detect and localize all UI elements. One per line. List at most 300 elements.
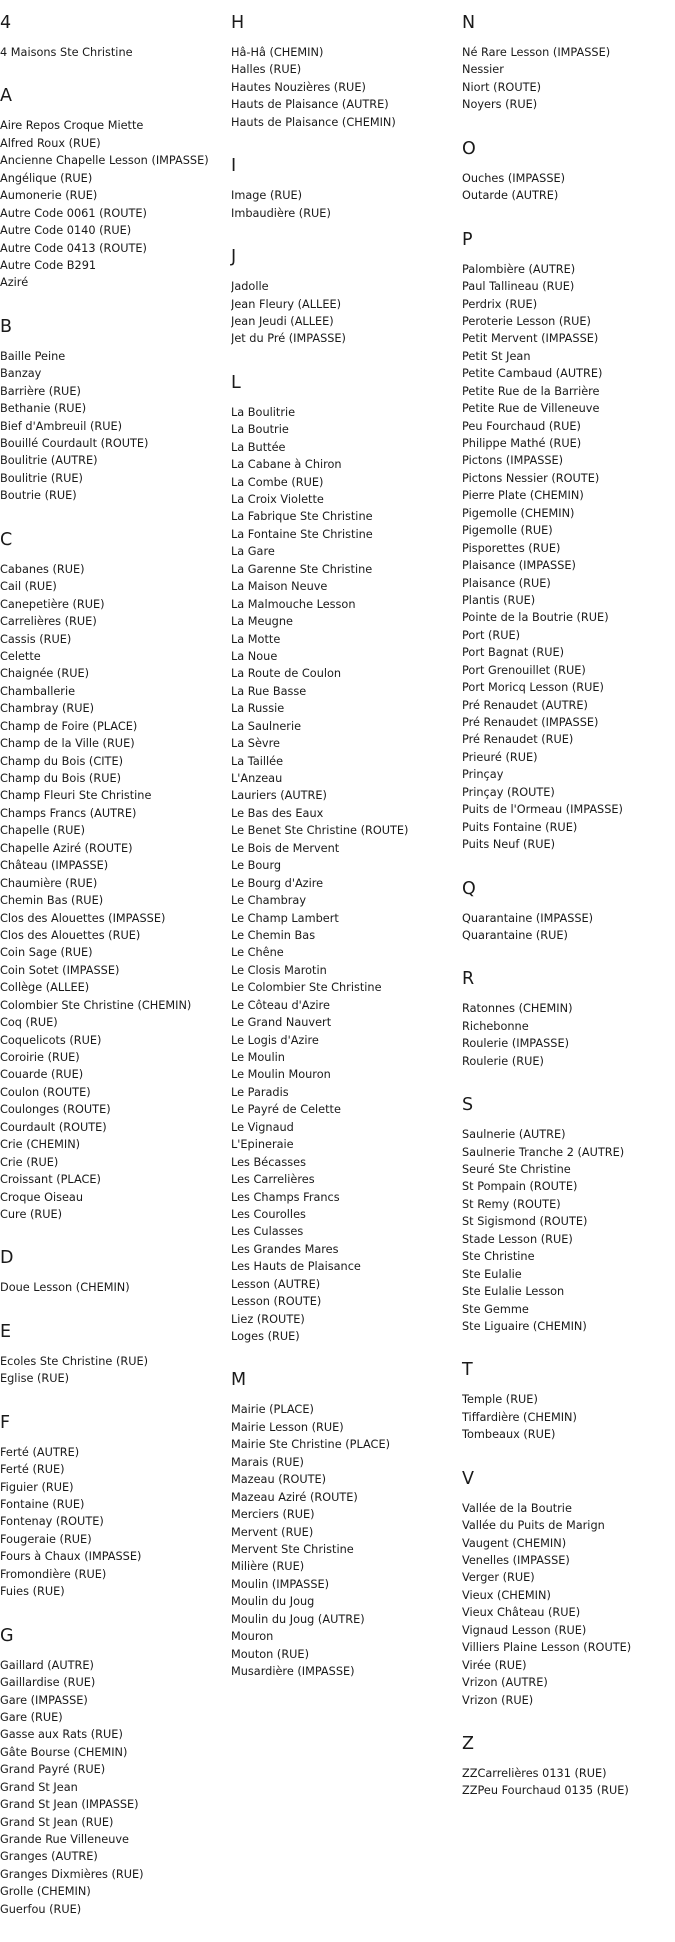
street-link[interactable]: Quarantaine (RUE) — [462, 928, 568, 942]
street-link[interactable]: Richebonne — [462, 1019, 529, 1033]
street-link[interactable]: Croque Oiseau — [0, 1190, 84, 1204]
street-link[interactable]: Couarde (RUE) — [0, 1068, 84, 1082]
street-link[interactable]: Lesson (AUTRE) — [231, 1277, 321, 1291]
street-link[interactable]: Chemin Bas (RUE) — [0, 894, 104, 908]
street-link[interactable]: Petite Cambaud (AUTRE) — [462, 367, 603, 381]
street-link[interactable]: Ferté (AUTRE) — [0, 1445, 80, 1459]
street-link[interactable]: Crie (CHEMIN) — [0, 1138, 81, 1152]
street-link[interactable]: Champ de la Ville (RUE) — [0, 737, 135, 751]
street-link[interactable]: Le Bourg d'Azire — [231, 876, 324, 890]
street-link[interactable]: Pigemolle (CHEMIN) — [462, 506, 575, 520]
street-link[interactable]: Champ de Foire (PLACE) — [0, 719, 138, 733]
street-link[interactable]: Cabanes (RUE) — [0, 562, 85, 576]
letter-group — [462, 229, 675, 854]
street-link[interactable]: Mervent Ste Christine — [231, 1542, 354, 1556]
street-link[interactable]: Vallée du Puits de Marign — [462, 1519, 605, 1533]
street-link[interactable]: Cassis (RUE) — [0, 632, 72, 646]
street-link[interactable]: Ste Eulalie Lesson — [462, 1285, 565, 1299]
street-link[interactable]: Champ du Bois (CITE) — [0, 754, 124, 768]
street-list — [231, 187, 461, 222]
letter-heading: T — [462, 1360, 473, 1381]
street-link[interactable]: La Route de Coulon — [231, 667, 342, 681]
letter-group — [0, 12, 230, 61]
street-link[interactable]: Figuier (RUE) — [0, 1480, 74, 1494]
street-link[interactable]: Cail (RUE) — [0, 580, 57, 594]
street-link[interactable]: Hâ-Hâ (CHEMIN) — [231, 46, 324, 59]
street-link[interactable]: Le Bourg — [231, 859, 282, 873]
street-link[interactable]: Fontaine (RUE) — [0, 1498, 85, 1511]
street-link[interactable]: Chapelle Aziré (ROUTE) — [0, 841, 133, 855]
street-link[interactable]: Bouillé Courdault (ROUTE) — [0, 437, 149, 450]
street-link[interactable]: Mouron — [231, 1630, 274, 1644]
street-link[interactable]: Vaugent (CHEMIN) — [462, 1536, 567, 1550]
street-link[interactable]: Granges Dixmières (RUE) — [0, 1867, 144, 1881]
street-link[interactable]: La Combe (RUE) — [231, 475, 324, 489]
street-link[interactable]: Bief d'Ambreuil (RUE) — [0, 419, 123, 433]
street-link[interactable]: Angélique (RUE) — [0, 171, 93, 185]
street-link[interactable]: Temple (RUE) — [462, 1393, 538, 1407]
street-link[interactable]: St Remy (ROUTE) — [462, 1197, 561, 1211]
letter-group — [462, 12, 675, 114]
street-link[interactable]: Pré Renaudet (RUE) — [462, 733, 574, 747]
street-link[interactable]: St Pompain (ROUTE) — [462, 1180, 578, 1194]
street-link[interactable]: La Motte — [231, 632, 281, 646]
street-link[interactable]: Gare (RUE) — [0, 1710, 63, 1724]
street-list — [462, 170, 675, 205]
letter-group — [462, 1094, 675, 1335]
street-link[interactable]: Ste Gemme — [462, 1302, 529, 1316]
street-link[interactable]: Ecoles Ste Christine (RUE) — [0, 1354, 149, 1368]
street-link[interactable]: Ste Eulalie — [462, 1267, 522, 1281]
street-link[interactable]: Colombier Ste Christine (CHEMIN) — [0, 998, 192, 1012]
street-link[interactable]: Les Hauts de Plaisance — [231, 1260, 361, 1274]
street-link[interactable]: Château (IMPASSE) — [0, 859, 109, 873]
street-link[interactable]: Mairie (PLACE) — [231, 1403, 314, 1417]
street-link[interactable]: Loges (RUE) — [231, 1330, 300, 1343]
street-link[interactable]: Doue Lesson (CHEMIN) — [0, 1281, 130, 1295]
street-link[interactable]: Plantis (RUE) — [462, 593, 536, 607]
street-list — [0, 1657, 230, 1919]
street-link[interactable]: La Boutrie — [231, 423, 289, 437]
street-link[interactable]: Aumonerie (RUE) — [0, 189, 98, 203]
street-link[interactable]: Les Bécasses — [231, 1155, 306, 1169]
letter-heading: A — [0, 86, 12, 107]
street-link[interactable]: Prinçay (ROUTE) — [462, 785, 555, 799]
street-link[interactable]: Autre Code 0413 (ROUTE) — [0, 241, 147, 255]
street-link[interactable]: Boutrie (RUE) — [0, 489, 77, 503]
letter-group — [462, 968, 675, 1070]
street-link[interactable]: Bethanie (RUE) — [0, 402, 87, 416]
street-link[interactable]: Petit Mervent (IMPASSE) — [462, 332, 599, 346]
street-link[interactable]: Le Chambray — [231, 894, 307, 908]
letter-group — [231, 155, 461, 222]
street-link[interactable]: Crie (RUE) — [0, 1155, 59, 1169]
street-link[interactable]: La Malmouche Lesson — [231, 597, 356, 611]
index-column-1 — [0, 0, 230, 1942]
street-link[interactable]: Port Grenouillet (RUE) — [462, 663, 586, 677]
street-link[interactable]: Fromondière (RUE) — [0, 1567, 107, 1581]
street-link[interactable]: La Fabrique Ste Christine — [231, 510, 373, 524]
street-list — [0, 561, 230, 1224]
street-list — [462, 1765, 675, 1800]
street-link[interactable]: Gaillard (AUTRE) — [0, 1658, 94, 1672]
letter-heading: D — [0, 1248, 14, 1269]
street-link[interactable]: Fontenay (ROUTE) — [0, 1515, 104, 1529]
street-link[interactable]: Jet du Pré (IMPASSE) — [231, 332, 346, 346]
street-link[interactable]: Né Rare Lesson (IMPASSE) — [462, 46, 611, 59]
street-link[interactable]: Barrière (RUE) — [0, 384, 81, 398]
letter-group — [231, 246, 461, 348]
letter-group — [231, 12, 461, 131]
street-link[interactable]: Champ Fleuri Ste Christine — [0, 789, 152, 803]
letter-group — [0, 1321, 230, 1388]
street-link[interactable]: Pictons Nessier (ROUTE) — [462, 471, 600, 485]
street-link[interactable]: Carrelières (RUE) — [0, 615, 97, 629]
street-link[interactable]: Coin Sage (RUE) — [0, 946, 93, 960]
street-link[interactable]: Petite Rue de la Barrière — [462, 384, 600, 398]
street-link[interactable]: Courdault (ROUTE) — [0, 1120, 107, 1134]
street-link[interactable]: Le Moulin Mouron — [231, 1068, 331, 1082]
street-link[interactable]: Outarde (AUTRE) — [462, 189, 559, 203]
street-link[interactable]: Boulitrie (AUTRE) — [0, 454, 98, 468]
street-link[interactable]: Verger (RUE) — [462, 1571, 535, 1585]
street-link[interactable]: Ste Liguaire (CHEMIN) — [462, 1319, 587, 1333]
street-link[interactable]: Plaisance (IMPASSE) — [462, 559, 576, 573]
letter-heading: P — [462, 229, 473, 250]
street-link[interactable]: Pointe de la Boutrie (RUE) — [462, 611, 609, 625]
street-link[interactable]: Coin Sotet (IMPASSE) — [0, 963, 120, 977]
street-link[interactable]: St Sigismond (ROUTE) — [462, 1215, 588, 1229]
street-link[interactable]: Le Chemin Bas — [231, 928, 316, 942]
street-link[interactable]: Pierre Plate (CHEMIN) — [462, 489, 584, 503]
street-link[interactable]: Ratonnes (CHEMIN) — [462, 1002, 573, 1016]
street-link[interactable]: Croissant (PLACE) — [0, 1173, 101, 1187]
street-link[interactable]: Vieux Château (RUE) — [462, 1606, 581, 1620]
letter-group — [462, 138, 675, 205]
street-link[interactable]: Le Grand Nauvert — [231, 1016, 332, 1030]
street-link[interactable]: Chaignée (RUE) — [0, 667, 90, 681]
street-link[interactable]: Port (RUE) — [462, 628, 521, 642]
street-link[interactable]: Fuies (RUE) — [0, 1585, 65, 1599]
letter-group — [462, 878, 675, 945]
street-link[interactable]: Baille Peine — [0, 349, 66, 363]
street-list — [462, 261, 675, 854]
street-link[interactable]: Mervent (RUE) — [231, 1525, 314, 1539]
street-list — [462, 1391, 675, 1443]
street-link[interactable]: Les Courolles — [231, 1207, 306, 1221]
street-link[interactable]: Vieux (CHEMIN) — [462, 1588, 551, 1602]
street-link[interactable]: Eglise (RUE) — [0, 1372, 70, 1386]
street-link[interactable]: La Rue Basse — [231, 684, 307, 698]
street-link[interactable]: Le Bois de Mervent — [231, 841, 340, 855]
street-link[interactable]: Clos des Alouettes (RUE) — [0, 928, 141, 942]
street-link[interactable]: Cure (RUE) — [0, 1207, 63, 1221]
street-link[interactable]: Mairie Lesson (RUE) — [231, 1420, 344, 1434]
street-link[interactable]: Le Logis d'Azire — [231, 1033, 319, 1047]
street-link[interactable]: Virée (RUE) — [462, 1658, 527, 1672]
letter-heading: Q — [462, 878, 476, 899]
street-link[interactable]: Le Benet Ste Christine (ROUTE) — [231, 824, 409, 838]
street-link[interactable]: Peu Fourchaud (RUE) — [462, 419, 581, 433]
street-link[interactable]: Ferté (RUE) — [0, 1463, 65, 1477]
street-list — [231, 1401, 461, 1680]
letter-group — [0, 316, 230, 505]
street-link[interactable]: Stade Lesson (RUE) — [462, 1232, 573, 1246]
street-link[interactable]: Noyers (RUE) — [462, 98, 538, 112]
street-link[interactable]: Port Moricq Lesson (RUE) — [462, 681, 604, 695]
letter-heading: V — [462, 1468, 474, 1489]
street-link[interactable]: Saulnerie (AUTRE) — [462, 1128, 566, 1142]
street-list — [0, 117, 230, 291]
street-link[interactable]: Quarantaine (IMPASSE) — [462, 911, 594, 925]
street-link[interactable]: Philippe Mathé (RUE) — [462, 437, 582, 450]
street-link[interactable]: La Russie — [231, 702, 285, 716]
street-link[interactable]: Pisporettes (RUE) — [462, 541, 561, 555]
street-link[interactable]: Guerfou (RUE) — [0, 1902, 82, 1916]
street-link[interactable]: La Cabane à Chiron — [231, 458, 342, 472]
street-link[interactable]: La Garenne Ste Christine — [231, 562, 373, 576]
street-link[interactable]: Coq (RUE) — [0, 1016, 58, 1030]
street-link[interactable]: Grand St Jean (IMPASSE) — [0, 1798, 139, 1812]
street-link[interactable]: Grolle (CHEMIN) — [0, 1885, 91, 1899]
street-link[interactable]: Le Côteau d'Azire — [231, 998, 330, 1012]
street-link[interactable]: Imbaudière (RUE) — [231, 206, 331, 220]
street-link[interactable]: Lesson (ROUTE) — [231, 1295, 322, 1309]
letter-heading: F — [0, 1412, 11, 1433]
letter-heading: O — [462, 138, 476, 159]
street-list — [0, 348, 230, 505]
street-link[interactable]: La Saulnerie — [231, 719, 302, 733]
letter-heading: 4 — [0, 13, 12, 33]
street-link[interactable]: Prinçay — [462, 768, 504, 782]
street-link[interactable]: Gare (IMPASSE) — [0, 1693, 88, 1707]
letter-heading: R — [462, 969, 475, 990]
street-link[interactable]: Peroterie Lesson (RUE) — [462, 314, 591, 328]
street-link[interactable]: Venelles (IMPASSE) — [462, 1554, 570, 1567]
letter-group — [0, 529, 230, 1224]
street-link[interactable]: Musardière (IMPASSE) — [231, 1665, 355, 1678]
street-link[interactable]: Autre Code 0061 (ROUTE) — [0, 206, 147, 220]
street-link[interactable]: Chaumière (RUE) — [0, 876, 98, 890]
street-list — [231, 44, 461, 131]
street-link[interactable]: Mazeau Aziré (ROUTE) — [231, 1490, 358, 1504]
street-link[interactable]: Aire Repos Croque Miette — [0, 119, 144, 133]
street-link[interactable]: Collège (ALLEE) — [0, 981, 90, 995]
street-link[interactable]: Liez (ROUTE) — [231, 1312, 305, 1326]
street-link[interactable]: Fougeraie (RUE) — [0, 1532, 92, 1546]
street-link[interactable]: Puits Neuf (RUE) — [462, 838, 556, 852]
street-link[interactable]: Moulin du Joug — [231, 1595, 315, 1609]
street-link[interactable]: Coquelicots (RUE) — [0, 1033, 102, 1047]
street-link[interactable]: Lauriers (AUTRE) — [231, 789, 327, 803]
street-link[interactable]: Puits Fontaine (RUE) — [462, 820, 578, 834]
street-link[interactable]: Vignaud Lesson (RUE) — [462, 1623, 587, 1637]
street-link[interactable]: Plaisance (RUE) — [462, 576, 551, 590]
street-link[interactable]: Pigemolle (RUE) — [462, 524, 553, 538]
street-link[interactable]: Canepetière (RUE) — [0, 597, 105, 611]
street-list — [462, 1000, 675, 1070]
street-link[interactable]: Ancienne Chapelle Lesson (IMPASSE) — [0, 154, 209, 168]
street-link[interactable]: Les Champs Francs — [231, 1190, 340, 1204]
street-link[interactable]: Le Chêne — [231, 946, 284, 960]
street-link[interactable]: Chamballerie — [0, 684, 76, 698]
street-link[interactable]: Villiers Plaine Lesson (ROUTE) — [462, 1641, 632, 1655]
street-link[interactable]: Le Moulin — [231, 1051, 285, 1064]
letter-heading: Z — [462, 1733, 474, 1754]
street-link[interactable]: Palombière (AUTRE) — [462, 262, 576, 276]
street-list — [462, 1126, 675, 1335]
street-link[interactable]: Ouches (IMPASSE) — [462, 171, 566, 185]
letter-group — [0, 1247, 230, 1296]
street-link[interactable]: Roulerie (RUE) — [462, 1054, 544, 1068]
street-link[interactable]: Les Grandes Mares — [231, 1242, 339, 1256]
street-link[interactable]: Hauts de Plaisance (CHEMIN) — [231, 115, 396, 129]
street-link[interactable]: Vrizon (RUE) — [462, 1693, 534, 1707]
street-link[interactable]: La Fontaine Ste Christine — [231, 527, 373, 541]
street-link[interactable]: Jean Jeudi (ALLEE) — [231, 314, 334, 328]
street-link[interactable]: La Meugne — [231, 615, 293, 629]
street-link[interactable]: Jadolle — [231, 280, 269, 294]
street-link[interactable]: Gaillardise (RUE) — [0, 1676, 96, 1690]
street-link[interactable]: Tombeaux (RUE) — [462, 1428, 556, 1442]
street-link[interactable]: Moulin du Joug (AUTRE) — [231, 1612, 365, 1626]
street-link[interactable]: Tiffardière (CHEMIN) — [462, 1410, 577, 1424]
street-link[interactable]: Autre Code 0140 (RUE) — [0, 224, 132, 238]
street-link[interactable]: Jean Fleury (ALLEE) — [231, 297, 342, 311]
street-link[interactable]: Gâte Bourse (CHEMIN) — [0, 1745, 128, 1759]
street-link[interactable]: Moulin (IMPASSE) — [231, 1577, 330, 1591]
street-link[interactable]: Milière (RUE) — [231, 1560, 305, 1574]
street-link[interactable]: Champ du Bois (RUE) — [0, 772, 122, 785]
street-link[interactable]: Aziré — [0, 276, 29, 290]
street-link[interactable]: Grand St Jean — [0, 1780, 78, 1794]
street-link[interactable]: Vallée de la Boutrie — [462, 1501, 572, 1515]
street-link[interactable]: Saulnerie Tranche 2 (AUTRE) — [462, 1145, 625, 1159]
street-list — [0, 1444, 230, 1601]
index-column-2 — [231, 0, 461, 1704]
street-list — [0, 44, 230, 61]
street-link[interactable]: Hauts de Plaisance (AUTRE) — [231, 98, 389, 112]
street-link[interactable]: Le Vignaud — [231, 1120, 294, 1134]
street-link[interactable]: Prieuré (RUE) — [462, 750, 538, 764]
street-link[interactable]: Le Paradis — [231, 1085, 289, 1099]
street-link[interactable]: Petit St Jean — [462, 349, 531, 363]
street-link[interactable]: Petite Rue de Villeneuve — [462, 402, 600, 416]
street-link[interactable]: Granges (AUTRE) — [0, 1850, 98, 1864]
letter-group — [0, 1412, 230, 1601]
street-link[interactable]: Banzay — [0, 367, 42, 381]
street-link[interactable]: Les Culasses — [231, 1225, 304, 1239]
letter-group — [462, 1468, 675, 1709]
street-link[interactable]: Autre Code B291 — [0, 258, 97, 272]
street-link[interactable]: Le Bas des Eaux — [231, 806, 324, 820]
street-link[interactable]: Port Bagnat (RUE) — [462, 646, 565, 660]
street-link[interactable]: Champs Francs (AUTRE) — [0, 806, 137, 820]
letter-group — [462, 1359, 675, 1443]
letter-group — [231, 1369, 461, 1680]
street-link[interactable]: Pré Renaudet (IMPASSE) — [462, 716, 599, 729]
street-link[interactable]: Niort (ROUTE) — [462, 80, 542, 94]
street-link[interactable]: Alfred Roux (RUE) — [0, 136, 101, 150]
street-list — [0, 1353, 230, 1388]
letter-heading: H — [231, 13, 245, 33]
street-link[interactable]: La Croix Violette — [231, 493, 324, 506]
street-link[interactable]: Le Closis Marotin — [231, 963, 327, 977]
street-link[interactable]: Roulerie (IMPASSE) — [462, 1037, 570, 1051]
street-link[interactable]: Vrizon (AUTRE) — [462, 1676, 548, 1690]
street-link[interactable]: La Boulitrie — [231, 405, 296, 419]
street-link[interactable]: Le Payré de Celette — [231, 1103, 341, 1117]
street-link[interactable]: Chapelle (RUE) — [0, 824, 85, 838]
street-link[interactable]: Coulon (ROUTE) — [0, 1085, 91, 1099]
street-link[interactable]: Halles (RUE) — [231, 63, 302, 77]
street-link[interactable]: Hautes Nouzières (RUE) — [231, 80, 366, 94]
street-link[interactable]: Chambray (RUE) — [0, 702, 95, 716]
street-link[interactable]: La Maison Neuve — [231, 580, 328, 594]
street-link[interactable]: Merciers (RUE) — [231, 1508, 315, 1522]
street-link[interactable]: Grand St Jean (RUE) — [0, 1815, 114, 1829]
street-list — [231, 404, 461, 1346]
street-link[interactable]: La Buttée — [231, 440, 286, 454]
street-link[interactable]: Mairie Ste Christine (PLACE) — [231, 1438, 390, 1452]
street-link[interactable]: Image (RUE) — [231, 189, 303, 203]
street-link[interactable]: La Gare — [231, 545, 275, 559]
letter-heading: N — [462, 13, 476, 33]
street-link[interactable]: Nessier — [462, 63, 504, 77]
street-link[interactable]: La Noue — [231, 649, 278, 663]
street-link[interactable]: La Sèvre — [231, 737, 280, 751]
street-link[interactable]: Boulitrie (RUE) — [0, 471, 83, 485]
street-link[interactable]: Pré Renaudet (AUTRE) — [462, 698, 588, 712]
street-link[interactable]: L'Epineraie — [231, 1138, 294, 1152]
street-link[interactable]: Perdrix (RUE) — [462, 297, 538, 311]
street-link[interactable]: L'Anzeau — [231, 772, 283, 785]
street-link[interactable]: Seuré Ste Christine — [462, 1163, 571, 1176]
street-link[interactable]: Coroirie (RUE) — [0, 1051, 80, 1064]
street-link[interactable]: Ste Christine — [462, 1250, 535, 1264]
street-link[interactable]: Puits de l'Ormeau (IMPASSE) — [462, 803, 623, 817]
street-link[interactable]: 4 Maisons Ste Christine — [0, 46, 133, 59]
street-list — [231, 278, 461, 348]
street-link[interactable]: ZZPeu Fourchaud 0135 (RUE) — [462, 1784, 629, 1798]
street-list — [462, 1500, 675, 1709]
street-link[interactable]: Marais (RUE) — [231, 1455, 304, 1469]
street-link[interactable]: La Taillée — [231, 754, 284, 768]
street-link[interactable]: Mazeau (ROUTE) — [231, 1473, 327, 1487]
street-link[interactable]: Gasse aux Rats (RUE) — [0, 1728, 123, 1742]
street-link[interactable]: Grand Payré (RUE) — [0, 1763, 106, 1777]
letter-group — [462, 1733, 675, 1800]
street-link[interactable]: Pictons (IMPASSE) — [462, 454, 564, 468]
street-link[interactable]: Mouton (RUE) — [231, 1647, 309, 1661]
street-link[interactable]: Le Champ Lambert — [231, 911, 339, 925]
letter-group — [0, 1625, 230, 1919]
street-link[interactable]: Clos des Alouettes (IMPASSE) — [0, 911, 166, 925]
street-list — [462, 910, 675, 945]
street-link[interactable]: Grande Rue Villeneuve — [0, 1833, 129, 1846]
street-link[interactable]: Les Carrelières — [231, 1173, 315, 1187]
street-link[interactable]: Paul Tallineau (RUE) — [462, 280, 575, 294]
letter-heading: J — [231, 247, 237, 268]
street-link[interactable]: ZZCarrelières 0131 (RUE) — [462, 1766, 607, 1780]
street-link[interactable]: Le Colombier Ste Christine — [231, 981, 382, 995]
street-link[interactable]: Fours à Chaux (IMPASSE) — [0, 1550, 142, 1564]
street-link[interactable]: Celette — [0, 649, 41, 663]
letter-group — [231, 372, 461, 1346]
index-column-3 — [462, 0, 675, 1824]
street-list — [0, 1279, 230, 1296]
street-link[interactable]: Coulonges (ROUTE) — [0, 1103, 111, 1117]
